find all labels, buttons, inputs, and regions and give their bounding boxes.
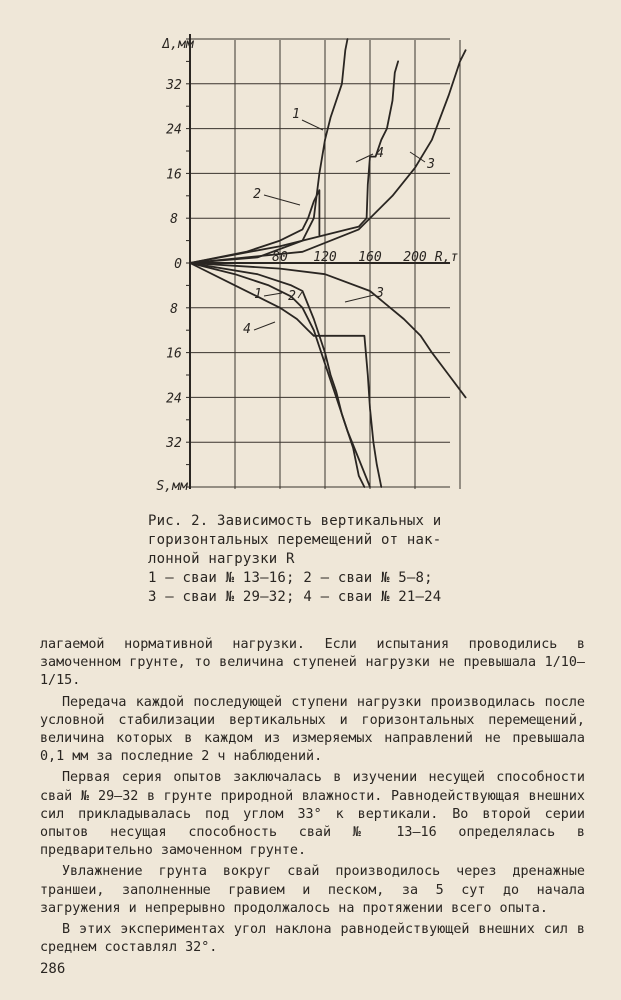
upper-series-label-1: 1: [292, 107, 300, 122]
lower-series-label-1: 1: [254, 287, 262, 302]
upper-series-label-2: 2: [253, 187, 261, 202]
paragraph-2: Передача каждой последующей ступени нагрузки производилась после условной стабилизации вертикальных и горизонтальных перемещений, величина которых в каждом из измеряемых направлений не превышала 0,1 мм за последние 2 ч наблюдений.: [40, 694, 585, 765]
lower-series-2: [190, 263, 364, 487]
x-axis-label: R,т: [434, 250, 459, 265]
caption-line-2: горизонтальных перемещений от нак-: [148, 532, 442, 548]
paragraph-3: Первая серия опытов заключалась в изучении несущей способности свай № 29–32 в грунте природной влажности. Равнодействующая внешних сил прикладывалась под углом 33° к вертикали. Во второй серии опытов несущая способность свай № 13–16 определялась в предварительно замоченном грунте.: [40, 770, 585, 859]
lower-series-label-2: 2: [288, 289, 296, 304]
lower-series-4: [190, 263, 381, 487]
lower-series-group: [190, 263, 466, 487]
upper-series-1: [190, 39, 348, 263]
paragraph-4: Увлажнение грунта вокруг свай производилось через дренажные траншеи, заполненные гравием и песком, за 5 сут до начала загружения и непрерывно продолжалось на протяжении всего опыта.: [40, 864, 585, 916]
upper-series-3: [190, 50, 466, 263]
series-label-leader: [254, 322, 275, 330]
lower-series-label-4: 4: [243, 322, 251, 337]
y-tick-label-top: 16: [166, 167, 182, 183]
caption-line-1: Рис. 2. Зависимость вертикальных и: [148, 513, 442, 529]
upper-series-label-3: 3: [427, 157, 435, 172]
y-tick-label-bottom: 32: [166, 436, 182, 452]
series-label-leader: [264, 195, 300, 205]
paragraph-5: В этих экспериментах угол наклона равнодействующей внешних сил в среднем составлял 32°.: [40, 922, 585, 956]
caption-line-5: 3 – сваи № 29–32; 4 – сваи № 21–24: [148, 589, 442, 605]
series-label-leader: [298, 292, 302, 298]
y-tick-label-top: 8: [170, 212, 178, 228]
caption-line-3: лонной нагрузки R: [148, 551, 295, 567]
lower-series-label-3: 3: [376, 286, 384, 301]
upper-series-group: [190, 39, 466, 263]
y-zero-label: 0: [174, 257, 182, 272]
y-tick-label-bottom: 8: [170, 301, 178, 317]
figure-caption: [148, 512, 508, 607]
y-tick-label-bottom: 16: [166, 346, 182, 362]
x-tick-label: 80: [272, 250, 288, 265]
y-axis-label-bottom: S,мм: [156, 479, 188, 494]
body-text: [40, 636, 585, 960]
x-tick-label: 160: [358, 250, 382, 265]
paragraph-1: лагаемой нормативной нагрузки. Если испытания проводились в замоченном грунте, то величина ступеней нагрузки не превышала 1/10–1/15.: [40, 637, 585, 689]
page-number: 286: [40, 961, 66, 977]
upper-series-label-4: 4: [376, 146, 384, 161]
y-tick-label-bottom: 24: [166, 391, 182, 407]
y-tick-label-top: 32: [166, 77, 182, 93]
series-label-leader: [264, 293, 282, 296]
x-tick-label: 200: [403, 250, 427, 265]
x-tick-label: 120: [313, 250, 337, 265]
y-axis-label-top: Δ,мм: [162, 37, 194, 52]
caption-line-4: 1 – сваи № 13–16; 2 – сваи № 5–8;: [148, 570, 433, 586]
y-tick-label-top: 24: [166, 122, 182, 138]
